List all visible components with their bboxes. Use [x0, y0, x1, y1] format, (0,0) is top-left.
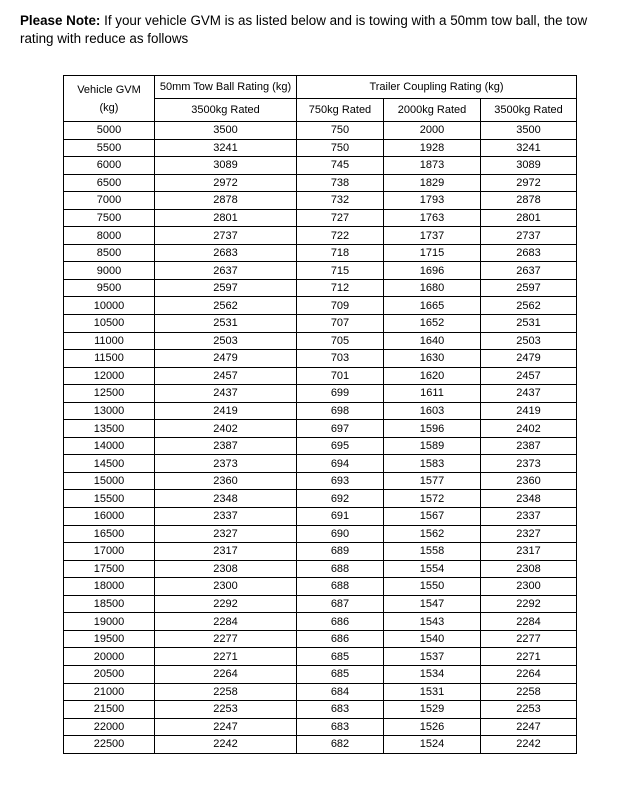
cell-towball-3500: 2503 [155, 332, 297, 350]
cell-coupling-2000: 1630 [384, 350, 481, 368]
cell-coupling-3500: 2531 [481, 315, 577, 333]
cell-coupling-750: 684 [297, 683, 384, 701]
cell-gvm: 17500 [64, 560, 155, 578]
header-towball-3500: 3500kg Rated [155, 99, 297, 122]
cell-coupling-3500: 2878 [481, 192, 577, 210]
cell-coupling-3500: 2258 [481, 683, 577, 701]
cell-towball-3500: 2457 [155, 367, 297, 385]
cell-coupling-3500: 2271 [481, 648, 577, 666]
cell-towball-3500: 2562 [155, 297, 297, 315]
header-towball-group: 50mm Tow Ball Rating (kg) [155, 76, 297, 99]
cell-coupling-750: 695 [297, 437, 384, 455]
table-row [64, 122, 577, 140]
table-row [64, 385, 577, 403]
cell-towball-3500: 2247 [155, 718, 297, 736]
table-row [64, 437, 577, 455]
cell-coupling-3500: 3089 [481, 157, 577, 175]
cell-coupling-750: 683 [297, 718, 384, 736]
cell-gvm: 10000 [64, 297, 155, 315]
cell-coupling-750: 732 [297, 192, 384, 210]
cell-gvm: 5000 [64, 122, 155, 140]
table-row [64, 350, 577, 368]
cell-coupling-750: 715 [297, 262, 384, 280]
cell-coupling-2000: 1737 [384, 227, 481, 245]
cell-coupling-750: 687 [297, 595, 384, 613]
cell-coupling-2000: 1547 [384, 595, 481, 613]
cell-coupling-3500: 2284 [481, 613, 577, 631]
cell-coupling-750: 689 [297, 543, 384, 561]
cell-gvm: 12000 [64, 367, 155, 385]
table-row [64, 367, 577, 385]
table-row [64, 402, 577, 420]
cell-coupling-2000: 1620 [384, 367, 481, 385]
cell-coupling-750: 690 [297, 525, 384, 543]
cell-gvm: 20000 [64, 648, 155, 666]
cell-coupling-2000: 1589 [384, 437, 481, 455]
cell-coupling-3500: 2562 [481, 297, 577, 315]
cell-coupling-750: 750 [297, 122, 384, 140]
cell-coupling-750: 709 [297, 297, 384, 315]
table-row [64, 543, 577, 561]
table-row [64, 174, 577, 192]
table-row [64, 244, 577, 262]
header-coupling-2000: 2000kg Rated [384, 99, 481, 122]
cell-coupling-750: 691 [297, 508, 384, 526]
cell-coupling-750: 718 [297, 244, 384, 262]
cell-gvm: 14000 [64, 437, 155, 455]
cell-coupling-2000: 1829 [384, 174, 481, 192]
cell-gvm: 13000 [64, 402, 155, 420]
cell-towball-3500: 2683 [155, 244, 297, 262]
cell-coupling-750: 712 [297, 279, 384, 297]
cell-gvm: 10500 [64, 315, 155, 333]
cell-coupling-750: 683 [297, 701, 384, 719]
cell-coupling-2000: 1534 [384, 665, 481, 683]
cell-towball-3500: 2271 [155, 648, 297, 666]
cell-coupling-2000: 1540 [384, 630, 481, 648]
cell-coupling-750: 699 [297, 385, 384, 403]
cell-coupling-3500: 2373 [481, 455, 577, 473]
cell-coupling-2000: 1696 [384, 262, 481, 280]
cell-gvm: 5500 [64, 139, 155, 157]
cell-coupling-3500: 2277 [481, 630, 577, 648]
cell-gvm: 7500 [64, 209, 155, 227]
cell-towball-3500: 2242 [155, 736, 297, 754]
cell-gvm: 15000 [64, 472, 155, 490]
cell-towball-3500: 3089 [155, 157, 297, 175]
cell-towball-3500: 2437 [155, 385, 297, 403]
table-row [64, 262, 577, 280]
cell-coupling-750: 705 [297, 332, 384, 350]
cell-coupling-2000: 1529 [384, 701, 481, 719]
table-row [64, 613, 577, 631]
cell-gvm: 8000 [64, 227, 155, 245]
cell-coupling-3500: 2300 [481, 578, 577, 596]
cell-towball-3500: 2637 [155, 262, 297, 280]
cell-coupling-3500: 2479 [481, 350, 577, 368]
cell-coupling-2000: 1640 [384, 332, 481, 350]
cell-towball-3500: 2264 [155, 665, 297, 683]
cell-gvm: 16500 [64, 525, 155, 543]
cell-gvm: 11500 [64, 350, 155, 368]
cell-towball-3500: 2348 [155, 490, 297, 508]
table-row [64, 595, 577, 613]
table-row [64, 648, 577, 666]
table-row [64, 683, 577, 701]
table-row [64, 701, 577, 719]
note-paragraph [20, 12, 620, 48]
cell-coupling-750: 701 [297, 367, 384, 385]
cell-coupling-750: 727 [297, 209, 384, 227]
cell-gvm: 15500 [64, 490, 155, 508]
cell-coupling-2000: 1577 [384, 472, 481, 490]
cell-coupling-2000: 1873 [384, 157, 481, 175]
cell-towball-3500: 2878 [155, 192, 297, 210]
cell-towball-3500: 2292 [155, 595, 297, 613]
cell-gvm: 19500 [64, 630, 155, 648]
header-coupling-3500: 3500kg Rated [481, 99, 577, 122]
table-row [64, 718, 577, 736]
cell-towball-3500: 2419 [155, 402, 297, 420]
cell-towball-3500: 2373 [155, 455, 297, 473]
cell-gvm: 9500 [64, 279, 155, 297]
cell-gvm: 14500 [64, 455, 155, 473]
cell-coupling-750: 688 [297, 578, 384, 596]
table-row [64, 455, 577, 473]
note-text: If your vehicle GVM is as listed below and is towing with a 50mm tow ball, the tow rating with reduce as follows [20, 13, 588, 46]
cell-coupling-2000: 1603 [384, 402, 481, 420]
header-gvm-line2: (kg) [99, 101, 119, 114]
cell-gvm: 18000 [64, 578, 155, 596]
cell-towball-3500: 2737 [155, 227, 297, 245]
cell-gvm: 20500 [64, 665, 155, 683]
cell-gvm: 17000 [64, 543, 155, 561]
cell-coupling-3500: 2597 [481, 279, 577, 297]
cell-coupling-3500: 2737 [481, 227, 577, 245]
cell-coupling-2000: 1665 [384, 297, 481, 315]
cell-gvm: 21500 [64, 701, 155, 719]
cell-coupling-750: 694 [297, 455, 384, 473]
table-row [64, 665, 577, 683]
cell-coupling-2000: 1583 [384, 455, 481, 473]
header-coupling-group: Trailer Coupling Rating (kg) [297, 76, 577, 99]
cell-coupling-2000: 1550 [384, 578, 481, 596]
table-row [64, 157, 577, 175]
table-row [64, 192, 577, 210]
cell-coupling-2000: 1524 [384, 736, 481, 754]
cell-coupling-750: 685 [297, 648, 384, 666]
cell-coupling-3500: 2503 [481, 332, 577, 350]
cell-coupling-3500: 2437 [481, 385, 577, 403]
cell-towball-3500: 2597 [155, 279, 297, 297]
table-row [64, 490, 577, 508]
cell-coupling-3500: 2292 [481, 595, 577, 613]
cell-coupling-3500: 2247 [481, 718, 577, 736]
cell-gvm: 19000 [64, 613, 155, 631]
cell-coupling-3500: 2801 [481, 209, 577, 227]
table-row [64, 297, 577, 315]
note-label: Please Note: [20, 13, 101, 28]
cell-coupling-2000: 1562 [384, 525, 481, 543]
cell-coupling-2000: 1531 [384, 683, 481, 701]
header-vehicle-gvm [64, 76, 155, 122]
cell-coupling-750: 685 [297, 665, 384, 683]
cell-coupling-750: 682 [297, 736, 384, 754]
table-row [64, 332, 577, 350]
tow-rating-table [63, 75, 577, 754]
cell-gvm: 6000 [64, 157, 155, 175]
cell-gvm: 22000 [64, 718, 155, 736]
cell-coupling-2000: 1596 [384, 420, 481, 438]
cell-coupling-3500: 2387 [481, 437, 577, 455]
cell-coupling-2000: 1652 [384, 315, 481, 333]
cell-coupling-2000: 1793 [384, 192, 481, 210]
cell-coupling-750: 686 [297, 630, 384, 648]
cell-coupling-750: 693 [297, 472, 384, 490]
cell-coupling-2000: 1715 [384, 244, 481, 262]
cell-towball-3500: 2277 [155, 630, 297, 648]
cell-towball-3500: 2327 [155, 525, 297, 543]
cell-coupling-750: 688 [297, 560, 384, 578]
cell-coupling-2000: 1537 [384, 648, 481, 666]
header-gvm-line1: Vehicle GVM [77, 83, 141, 96]
table-row [64, 209, 577, 227]
table-row [64, 420, 577, 438]
cell-coupling-3500: 2337 [481, 508, 577, 526]
cell-coupling-2000: 1680 [384, 279, 481, 297]
cell-towball-3500: 2972 [155, 174, 297, 192]
cell-gvm: 6500 [64, 174, 155, 192]
cell-towball-3500: 2284 [155, 613, 297, 631]
cell-coupling-750: 686 [297, 613, 384, 631]
cell-coupling-3500: 2402 [481, 420, 577, 438]
cell-coupling-750: 698 [297, 402, 384, 420]
cell-coupling-750: 745 [297, 157, 384, 175]
cell-towball-3500: 2317 [155, 543, 297, 561]
table-row [64, 227, 577, 245]
cell-coupling-3500: 2457 [481, 367, 577, 385]
cell-coupling-750: 707 [297, 315, 384, 333]
cell-coupling-2000: 1558 [384, 543, 481, 561]
cell-coupling-3500: 2348 [481, 490, 577, 508]
cell-gvm: 12500 [64, 385, 155, 403]
table-row [64, 472, 577, 490]
cell-coupling-3500: 2242 [481, 736, 577, 754]
cell-coupling-3500: 3241 [481, 139, 577, 157]
cell-coupling-750: 703 [297, 350, 384, 368]
cell-gvm: 11000 [64, 332, 155, 350]
cell-coupling-3500: 2360 [481, 472, 577, 490]
cell-coupling-750: 692 [297, 490, 384, 508]
cell-coupling-2000: 1611 [384, 385, 481, 403]
cell-towball-3500: 2360 [155, 472, 297, 490]
table-row [64, 315, 577, 333]
cell-coupling-3500: 2637 [481, 262, 577, 280]
cell-coupling-2000: 1567 [384, 508, 481, 526]
cell-coupling-2000: 1554 [384, 560, 481, 578]
cell-coupling-3500: 2308 [481, 560, 577, 578]
cell-towball-3500: 2801 [155, 209, 297, 227]
cell-coupling-750: 750 [297, 139, 384, 157]
table-row [64, 525, 577, 543]
cell-towball-3500: 2402 [155, 420, 297, 438]
cell-towball-3500: 2531 [155, 315, 297, 333]
cell-coupling-2000: 1572 [384, 490, 481, 508]
cell-coupling-3500: 2327 [481, 525, 577, 543]
cell-gvm: 8500 [64, 244, 155, 262]
cell-coupling-2000: 2000 [384, 122, 481, 140]
cell-coupling-3500: 3500 [481, 122, 577, 140]
cell-coupling-3500: 2419 [481, 402, 577, 420]
cell-towball-3500: 2253 [155, 701, 297, 719]
table-row [64, 560, 577, 578]
header-coupling-750: 750kg Rated [297, 99, 384, 122]
table-row [64, 578, 577, 596]
cell-coupling-2000: 1763 [384, 209, 481, 227]
cell-towball-3500: 2308 [155, 560, 297, 578]
cell-gvm: 13500 [64, 420, 155, 438]
cell-coupling-3500: 2317 [481, 543, 577, 561]
cell-coupling-2000: 1928 [384, 139, 481, 157]
cell-coupling-2000: 1543 [384, 613, 481, 631]
cell-coupling-750: 738 [297, 174, 384, 192]
cell-gvm: 7000 [64, 192, 155, 210]
cell-towball-3500: 2300 [155, 578, 297, 596]
cell-gvm: 16000 [64, 508, 155, 526]
cell-towball-3500: 2387 [155, 437, 297, 455]
cell-gvm: 21000 [64, 683, 155, 701]
cell-gvm: 9000 [64, 262, 155, 280]
cell-coupling-2000: 1526 [384, 718, 481, 736]
table-row [64, 508, 577, 526]
cell-towball-3500: 2479 [155, 350, 297, 368]
table-row [64, 736, 577, 754]
table-row [64, 139, 577, 157]
cell-towball-3500: 2337 [155, 508, 297, 526]
cell-coupling-3500: 2253 [481, 701, 577, 719]
table-body [64, 122, 577, 754]
cell-coupling-3500: 2683 [481, 244, 577, 262]
cell-gvm: 18500 [64, 595, 155, 613]
cell-coupling-3500: 2972 [481, 174, 577, 192]
cell-towball-3500: 3241 [155, 139, 297, 157]
table-row [64, 279, 577, 297]
cell-gvm: 22500 [64, 736, 155, 754]
table-row [64, 630, 577, 648]
cell-coupling-750: 722 [297, 227, 384, 245]
cell-coupling-3500: 2264 [481, 665, 577, 683]
cell-towball-3500: 2258 [155, 683, 297, 701]
cell-coupling-750: 697 [297, 420, 384, 438]
cell-towball-3500: 3500 [155, 122, 297, 140]
